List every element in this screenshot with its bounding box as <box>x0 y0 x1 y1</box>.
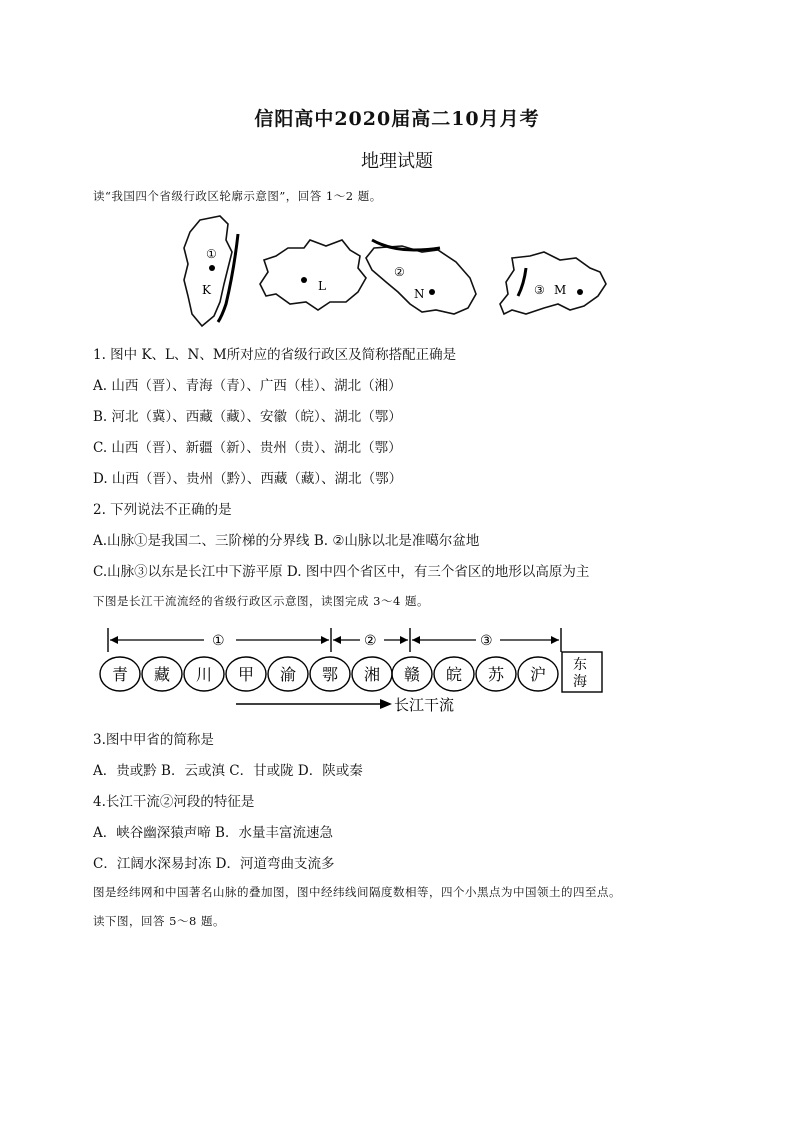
marker-1: ① <box>206 247 217 261</box>
flow-label: 长江干流 <box>394 696 455 714</box>
province-m-outline <box>500 252 606 314</box>
intro-q1-2: 读“我国四个省级行政区轮廓示意图”，回答 1～2 题。 <box>93 189 382 203</box>
province-chuan: 川 <box>196 665 213 684</box>
province-outline-figure <box>170 210 620 335</box>
q1-option-b: B. 河北（冀）、西藏（藏）、安徽（皖）、湖北（鄂） <box>93 409 402 425</box>
segment-2-label: ② <box>364 633 377 649</box>
page-title: 信阳高中2020届高二10月月考 <box>254 108 540 130</box>
q1-option-d: D. 山西（晋）、贵州（黔）、西藏（藏）、湖北（鄂） <box>93 471 403 487</box>
province-yu: 渝 <box>280 665 297 684</box>
east-sea-line2: 海 <box>573 674 587 690</box>
marker-2: ② <box>394 265 405 279</box>
province-gan: 赣 <box>404 665 421 684</box>
east-sea-line1: 东 <box>573 657 587 673</box>
province-l-dot <box>301 277 307 283</box>
intro-q5-8-line1: 图是经纬网和中国著名山脉的叠加图，图中经纬线间隔度数相等，四个小黑点为中国领土的四至点。 <box>93 885 621 899</box>
q1-option-a: A. 山西（晋）、青海（青）、广西（桂）、湖北（湘） <box>93 378 402 394</box>
province-n-dot <box>429 289 435 295</box>
yangtze-figure <box>96 622 616 714</box>
province-wan: 皖 <box>446 665 463 684</box>
q4-stem: 4.长江干流②河段的特征是 <box>93 794 255 810</box>
label-l: L <box>318 279 326 293</box>
segment-1-label: ① <box>212 633 225 649</box>
q2-stem: 2. 下列说法不正确的是 <box>93 502 232 518</box>
mountain-2-line <box>372 240 440 250</box>
label-k: K <box>202 283 211 297</box>
province-zang: 藏 <box>154 665 171 684</box>
q3-options: A．贵或黔 B．云或滇 C．甘或陇 D．陕或秦 <box>93 763 363 779</box>
province-m-dot <box>577 289 583 295</box>
q1-stem: 1. 图中 K、L、N、M所对应的省级行政区及简称搭配正确是 <box>93 347 457 363</box>
label-n: N <box>414 287 425 301</box>
q1-option-c: C. 山西（晋）、新疆（新）、贵州（贵）、湖北（鄂） <box>93 440 402 456</box>
intro-q5-8-line2: 读下图，回答 5～8 题。 <box>93 914 225 928</box>
intro-q3-4: 下图是长江干流流经的省级行政区示意图，读图完成 3～4 题。 <box>93 594 429 608</box>
q4-options-ab: A．峡谷幽深猿声啼 B．水量丰富流速急 <box>93 825 333 841</box>
page-subtitle: 地理试题 <box>361 151 433 172</box>
label-m: M <box>554 283 567 297</box>
mountain-3-line <box>518 268 526 296</box>
province-l-outline <box>260 240 366 310</box>
segment-3-label: ③ <box>480 633 493 649</box>
province-k-dot <box>209 265 215 271</box>
province-xiang: 湘 <box>364 665 381 684</box>
q4-options-cd: C．江阔水深易封冻 D．河道弯曲支流多 <box>93 856 335 872</box>
q2-options-ab: A.山脉①是我国二、三阶梯的分界线 B. ②山脉以北是准噶尔盆地 <box>93 533 480 549</box>
mountain-1-line <box>218 234 238 322</box>
province-jia: 甲 <box>238 665 255 684</box>
marker-3: ③ <box>534 283 545 297</box>
province-su: 苏 <box>488 665 505 684</box>
province-e: 鄂 <box>322 665 339 684</box>
province-n-outline <box>366 246 476 314</box>
province-hu: 沪 <box>530 665 547 684</box>
province-qing: 青 <box>112 665 129 684</box>
q3-stem: 3.图中甲省的简称是 <box>93 732 214 748</box>
q2-options-cd: C.山脉③以东是长江中下游平原 D. 图中四个省区中，有三个省区的地形以高原为主 <box>93 564 590 580</box>
